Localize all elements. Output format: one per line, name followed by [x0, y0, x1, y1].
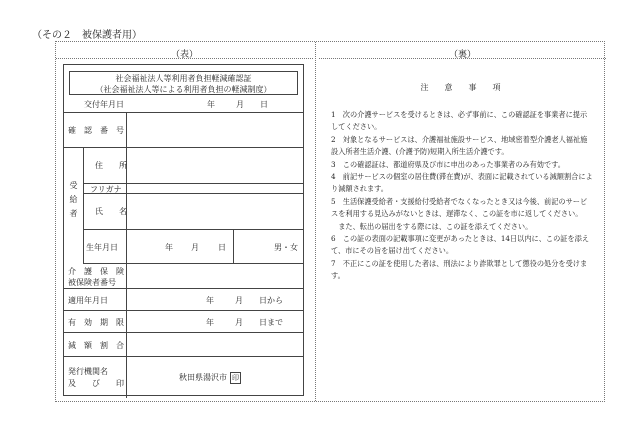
- notice-item-4: 4 前記サービスの個室の居住費(滞在費)が、表面に記載されている減額割合により減額されます。: [331, 172, 593, 194]
- notice-item-7: 7 不正にこの証を使用した者は、刑法により詐欺罪として懲役の処分を受けます。: [331, 258, 588, 281]
- notice-item-3: 3 この確認証は、都道府県及び市に申出のあった事業者のみ有効です。: [331, 159, 565, 169]
- sex-divider: [233, 230, 234, 264]
- certificate-sheet: [55, 41, 605, 402]
- certificate-title-box: [69, 71, 298, 95]
- recipient-group-label: 受給者: [69, 181, 78, 223]
- notice-item-5-addendum: また、転出の届出をする際には、この証を添えてください。: [331, 221, 533, 231]
- address-row: [83, 148, 304, 184]
- certificate-card: [63, 64, 304, 396]
- back-heading-line: [319, 58, 606, 59]
- insurance-no-row: [63, 264, 304, 289]
- address-label: 住 所: [95, 161, 127, 170]
- insurance-label-line1: 介 護 保 険: [68, 267, 124, 276]
- back-panel: [319, 42, 606, 401]
- certificate-subtitle: （社会福祉法人等による利用者負担の軽減制度）: [95, 85, 272, 94]
- insurance-label-line2: 被保険者番号: [68, 278, 116, 287]
- front-panel: [56, 42, 313, 401]
- confirm-no-row: [63, 113, 304, 148]
- issuer-name: 秋田県湯沢市 印: [179, 373, 239, 382]
- seal-mark: 印: [232, 374, 239, 382]
- confirm-no-label: 確 認 番 号: [68, 126, 124, 135]
- furigana-row: [83, 184, 304, 194]
- issue-day: 日: [260, 100, 268, 109]
- valid-period-row: [63, 311, 304, 333]
- notice-item-5: 5 生活保護受給者・支援給付受給者でなくなったとき又は今後、前記のサービスを利用する見込みがないときは、遅滞なく、この証を市に返してください。: [331, 196, 588, 219]
- issuer-row: [63, 357, 304, 398]
- notice-item-2: 2 対象となるサービスは、介護福祉施設サービス、地域密着型介護老人福祉施設入所者生活介護、(介護予防)短期入所生活介護です。: [331, 134, 588, 157]
- issuer-label-line2: 及 び 印: [68, 379, 124, 388]
- birthdate-row: [83, 230, 304, 264]
- name-label: 氏 名: [95, 207, 127, 216]
- issuer-label-line1: 発行機関名: [68, 367, 108, 376]
- form-caption: （その２ 被保護者用）: [32, 30, 142, 41]
- notice-item-6: 6 この証の表面の記載事項に変更があったときは、14日以内に、この証を添えて、市にその旨を届け出てください。: [331, 234, 590, 256]
- notice-list: [331, 109, 593, 283]
- birth-month: 月: [191, 243, 199, 252]
- panel-divider: [315, 42, 316, 401]
- valid-from-label: 適用年月日: [68, 296, 108, 305]
- reduction-label: 減 額 割 合: [68, 341, 124, 350]
- certificate-title: 社会福祉法人等利用者負担軽減確認証: [115, 74, 252, 83]
- valid-from-row: [63, 289, 304, 311]
- notice-title: 注 意 事 項: [420, 83, 505, 92]
- valid-from-suffix: 日から: [259, 296, 283, 305]
- front-heading: （表）: [170, 50, 198, 60]
- valid-period-month: 月: [235, 318, 243, 327]
- furigana-label: フリガナ: [90, 185, 122, 194]
- back-heading: （裏）: [448, 50, 476, 60]
- reduction-row: [63, 333, 304, 357]
- birthdate-label: 生年月日: [86, 243, 118, 252]
- issue-date-label: 交付年月日: [84, 100, 124, 109]
- certificate-grid: [63, 112, 304, 397]
- name-row: [83, 194, 304, 230]
- valid-period-suffix: 日まで: [259, 318, 283, 327]
- valid-period-label: 有 効 期 限: [68, 318, 124, 327]
- valid-period-year: 年: [206, 318, 214, 327]
- valid-from-year: 年: [206, 296, 214, 305]
- valid-from-month: 月: [235, 296, 243, 305]
- sex-options: 男・女: [274, 243, 298, 252]
- issue-month: 月: [236, 100, 244, 109]
- birth-day: 日: [218, 243, 226, 252]
- issue-year: 年: [207, 100, 215, 109]
- front-heading-line: [56, 58, 313, 59]
- notice-item-1: 1 次の介護サービスを受けるときは、必ず事前に、この確認証を事業者に提示してください。: [331, 110, 588, 132]
- birth-year: 年: [165, 243, 173, 252]
